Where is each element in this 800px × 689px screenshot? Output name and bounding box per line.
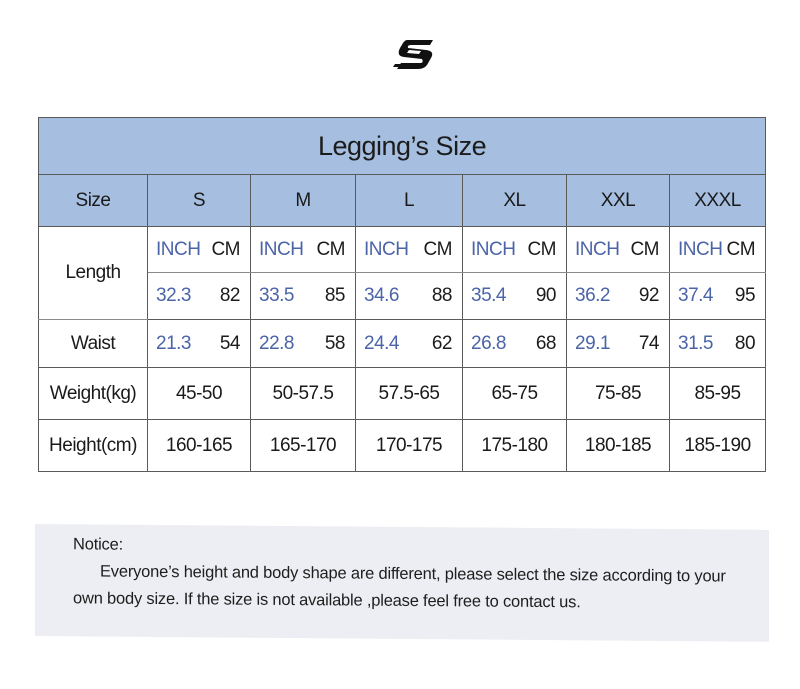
length-cm-value: 85	[324, 285, 345, 306]
inch-unit-label: INCH	[575, 238, 620, 260]
waist-inch-value: 24.4	[364, 332, 399, 354]
notice-title: Notice:	[73, 535, 123, 554]
waist-s-cell	[148, 320, 251, 368]
waist-cm-value: 80	[734, 332, 756, 354]
waist-cm-value: 54	[219, 332, 240, 354]
height-l-value: 170-175	[356, 420, 463, 472]
waist-l-cell	[356, 320, 463, 368]
waist-xxxl-cell	[670, 320, 766, 368]
length-xxl-cell	[567, 273, 670, 320]
size-s-header: S	[148, 175, 251, 227]
waist-inch-value: 29.1	[575, 332, 610, 354]
weight-label: Weight(kg)	[39, 368, 148, 420]
weight-s-value: 45-50	[148, 368, 251, 420]
length-l-cell	[356, 273, 463, 320]
length-xxxl-cell	[670, 273, 766, 320]
cm-unit-label: CM	[316, 238, 345, 260]
waist-cm-value: 74	[638, 332, 659, 354]
notice-body: Everyone’s height and body shape are different, please select the size according to your own body size. If the size is not available ,please feel free to contact us.	[73, 562, 726, 612]
length-m-cell	[251, 273, 356, 320]
size-m-header: M	[251, 175, 356, 227]
length-inch-value: 35.4	[471, 285, 506, 306]
cm-unit-label: CM	[211, 238, 240, 260]
cm-unit-label: CM	[726, 238, 756, 260]
unit-header-cell	[356, 227, 463, 273]
waist-cm-value: 62	[431, 332, 452, 354]
weight-xl-value: 65-75	[463, 368, 567, 420]
cm-unit-label: CM	[527, 238, 556, 260]
inch-unit-label: INCH	[259, 238, 304, 260]
waist-xxl-cell	[567, 320, 670, 368]
waist-label: Waist	[39, 320, 148, 368]
height-xxl-value: 180-185	[567, 420, 670, 472]
height-s-value: 160-165	[148, 420, 251, 472]
waist-xl-cell	[463, 320, 567, 368]
inch-unit-label: INCH	[156, 238, 201, 260]
table-title: Legging’s Size	[39, 118, 766, 175]
height-m-value: 165-170	[251, 420, 356, 472]
size-xxl-header: XXL	[567, 175, 670, 227]
cm-unit-label: CM	[423, 238, 452, 260]
length-cm-value: 92	[638, 285, 659, 306]
weight-xxl-value: 75-85	[567, 368, 670, 420]
size-header: Size	[39, 175, 148, 227]
inch-unit-label: INCH	[364, 238, 409, 260]
inch-unit-label: INCH	[678, 238, 723, 260]
height-label: Height(cm)	[39, 420, 148, 472]
size-l-header: L	[356, 175, 463, 227]
length-cm-value: 88	[431, 285, 452, 306]
height-xl-value: 175-180	[463, 420, 567, 472]
length-inch-value: 34.6	[364, 285, 399, 306]
waist-inch-value: 31.5	[678, 332, 713, 354]
unit-header-cell	[463, 227, 567, 273]
length-cm-value: 90	[535, 285, 556, 306]
cm-unit-label: CM	[630, 238, 659, 260]
weight-l-value: 57.5-65	[356, 368, 463, 420]
unit-header-cell	[670, 227, 766, 273]
unit-header-cell	[567, 227, 670, 273]
size-xxxl-header: XXXL	[670, 175, 766, 227]
height-xxxl-value: 185-190	[670, 420, 766, 472]
waist-cm-value: 58	[324, 332, 345, 354]
weight-m-value: 50-57.5	[251, 368, 356, 420]
inch-unit-label: INCH	[471, 238, 516, 260]
length-cm-value: 95	[734, 285, 756, 306]
weight-xxxl-value: 85-95	[670, 368, 766, 420]
length-cm-value: 82	[219, 285, 240, 306]
length-inch-value: 32.3	[156, 285, 191, 306]
length-inch-value: 36.2	[575, 285, 610, 306]
unit-header-cell	[251, 227, 356, 273]
size-xl-header: XL	[463, 175, 567, 227]
waist-inch-value: 22.8	[259, 332, 294, 354]
length-inch-value: 33.5	[259, 285, 294, 306]
waist-m-cell	[251, 320, 356, 368]
length-inch-value: 37.4	[678, 285, 713, 306]
unit-header-cell	[148, 227, 251, 273]
length-label: Length	[39, 227, 148, 320]
waist-cm-value: 68	[535, 332, 556, 354]
waist-inch-value: 21.3	[156, 332, 191, 354]
brand-logo-icon	[393, 38, 437, 70]
size-chart-table	[38, 117, 766, 472]
length-xl-cell	[463, 273, 567, 320]
notice-box	[35, 524, 769, 642]
length-s-cell	[148, 273, 251, 320]
waist-inch-value: 26.8	[471, 332, 506, 354]
